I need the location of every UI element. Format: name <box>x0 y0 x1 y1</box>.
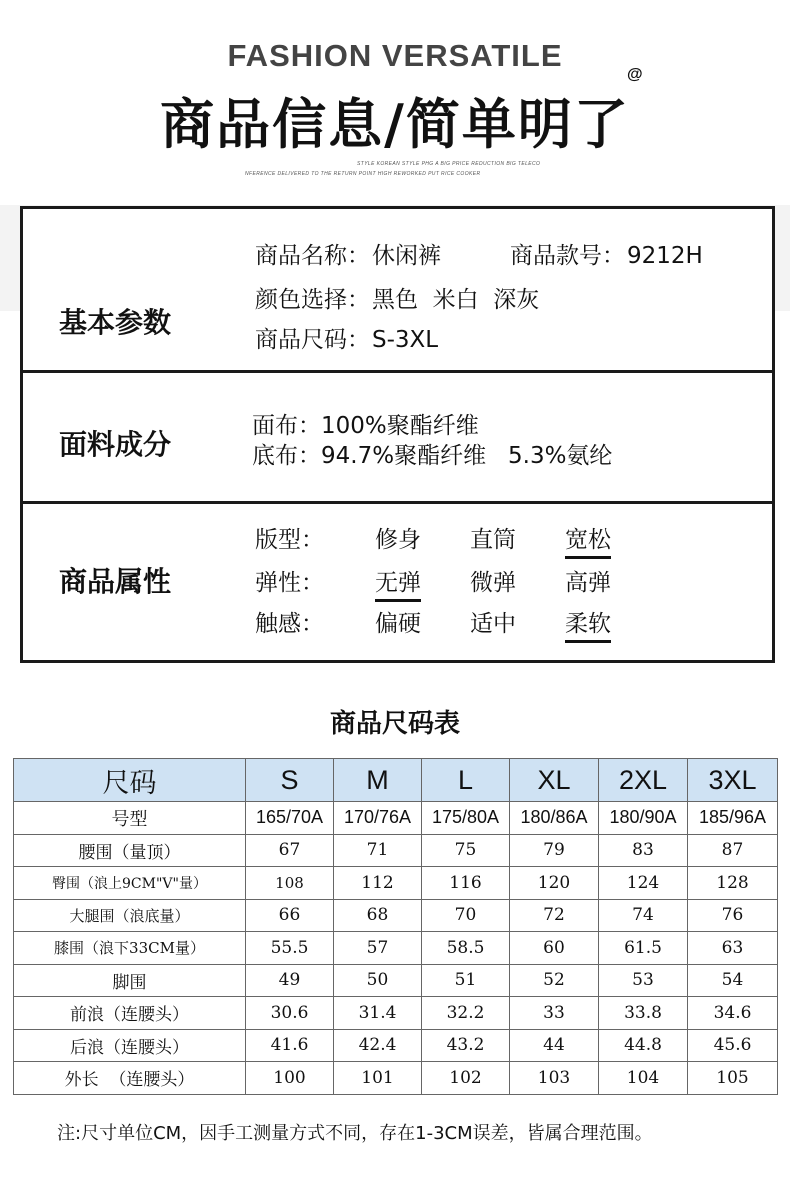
row-label: 后浪（连腰头） <box>14 1029 246 1062</box>
table-cell: 124 <box>599 867 688 900</box>
table-cell: 63 <box>688 932 778 965</box>
product-name-line <box>255 237 441 270</box>
table-cell: 49 <box>246 964 334 997</box>
table-cell: 74 <box>599 899 688 932</box>
size-header-l: L <box>422 759 510 802</box>
attr-fit-option-1: 修身 <box>375 527 421 553</box>
row-label: 前浪（连腰头） <box>14 997 246 1030</box>
size-corner-cell: 尺码 <box>14 759 246 802</box>
size-header-3xl: 3XL <box>688 759 778 802</box>
table-row <box>14 1029 778 1062</box>
table-cell: 112 <box>334 867 422 900</box>
table-row <box>14 964 778 997</box>
table-row <box>14 802 778 835</box>
table-cell: 67 <box>246 834 334 867</box>
color-label: 颜色选择： <box>255 287 370 313</box>
table-cell: 53 <box>599 964 688 997</box>
basic-params-title: 基本参数 <box>59 306 172 339</box>
size-header-row <box>14 759 778 802</box>
table-cell: 70 <box>422 899 510 932</box>
product-code-line <box>510 237 703 270</box>
attr-row-feel-label: 触感： <box>255 611 324 637</box>
basic-params-section <box>23 209 772 370</box>
product-params-box <box>20 206 775 663</box>
table-cell: 45.6 <box>688 1029 778 1062</box>
row-label: 膝围（浪下33CM量） <box>14 932 246 965</box>
header-cn-title: 商品信息/简单明了 <box>160 93 630 156</box>
table-cell: 44 <box>510 1029 599 1062</box>
table-cell: 175/80A <box>422 802 510 835</box>
size-table <box>13 758 778 1095</box>
size-header-s: S <box>246 759 334 802</box>
table-cell: 31.4 <box>334 997 422 1030</box>
table-row <box>14 997 778 1030</box>
table-cell: 50 <box>334 964 422 997</box>
table-cell: 104 <box>599 1062 688 1095</box>
table-cell: 101 <box>334 1062 422 1095</box>
table-cell: 34.6 <box>688 997 778 1030</box>
product-name-label: 商品名称： <box>255 243 370 269</box>
table-cell: 43.2 <box>422 1029 510 1062</box>
table-cell: 72 <box>510 899 599 932</box>
attr-stretch-option-2: 微弹 <box>470 570 516 596</box>
table-cell: 165/70A <box>246 802 334 835</box>
row-label: 脚围 <box>14 964 246 997</box>
table-cell: 71 <box>334 834 422 867</box>
table-cell: 170/76A <box>334 802 422 835</box>
table-cell: 185/96A <box>688 802 778 835</box>
table-cell: 66 <box>246 899 334 932</box>
table-cell: 61.5 <box>599 932 688 965</box>
table-cell: 180/86A <box>510 802 599 835</box>
table-cell: 52 <box>510 964 599 997</box>
attr-fit-option-3-selected: 宽松 <box>565 521 611 559</box>
attr-row-fit-label: 版型： <box>255 527 324 553</box>
fabric-section <box>23 373 772 501</box>
attr-feel-option-2: 适中 <box>470 611 516 637</box>
table-cell: 103 <box>510 1062 599 1095</box>
table-cell: 76 <box>688 899 778 932</box>
color-value: 黑色 米白 深灰 <box>372 287 540 313</box>
table-cell: 33 <box>510 997 599 1030</box>
decorative-tiny-text-1: STYLE KOREAN STYLE PHG A BIG PRICE REDUCTION BIG TELECO <box>357 161 541 167</box>
attr-feel-option-3-selected: 柔软 <box>565 605 611 643</box>
fabric-line-2: 底布：94.7%聚酯纤维 5.3%氨纶 <box>252 443 613 469</box>
table-cell: 87 <box>688 834 778 867</box>
table-row <box>14 899 778 932</box>
table-cell: 51 <box>422 964 510 997</box>
attr-stretch-option-3: 高弹 <box>565 570 611 596</box>
table-cell: 79 <box>510 834 599 867</box>
table-cell: 102 <box>422 1062 510 1095</box>
attr-feel-option-1: 偏硬 <box>375 611 421 637</box>
table-cell: 68 <box>334 899 422 932</box>
table-cell: 32.2 <box>422 997 510 1030</box>
table-cell: 54 <box>688 964 778 997</box>
attr-row-stretch-label: 弹性： <box>255 570 324 596</box>
row-label: 号型 <box>14 802 246 835</box>
product-code-value: 9212H <box>627 243 703 269</box>
table-cell: 105 <box>688 1062 778 1095</box>
table-cell: 58.5 <box>422 932 510 965</box>
size-table-title: 商品尺码表 <box>329 709 460 739</box>
row-label: 外长 （连腰头） <box>14 1062 246 1095</box>
size-header-2xl: 2XL <box>599 759 688 802</box>
attributes-section <box>23 504 772 660</box>
fabric-line-1: 面布：100%聚酯纤维 <box>252 413 479 439</box>
table-row <box>14 1062 778 1095</box>
table-cell: 100 <box>246 1062 334 1095</box>
row-label: 臀围（浪上9CM"V"量） <box>14 867 246 900</box>
decorative-tiny-text-2: NFERENCE DELIVERED TO THE RETURN POINT HIGH REWORKED PUT RICE COOKER <box>245 171 481 177</box>
table-row <box>14 932 778 965</box>
size-header-m: M <box>334 759 422 802</box>
table-cell: 44.8 <box>599 1029 688 1062</box>
table-cell: 83 <box>599 834 688 867</box>
attr-stretch-option-1-selected: 无弹 <box>375 564 421 602</box>
size-header-xl: XL <box>510 759 599 802</box>
attr-fit-option-2: 直筒 <box>470 527 516 553</box>
header-en-title: FASHION VERSATILE <box>227 38 563 73</box>
attributes-title: 商品属性 <box>59 565 172 598</box>
at-mark: @ <box>627 66 643 83</box>
measurement-note: 注:尺寸单位CM，因手工测量方式不同，存在1-3CM误差，皆属合理范围。 <box>57 1123 653 1144</box>
color-line <box>255 281 539 314</box>
table-cell: 60 <box>510 932 599 965</box>
size-range-line <box>255 321 438 354</box>
table-cell: 41.6 <box>246 1029 334 1062</box>
table-cell: 116 <box>422 867 510 900</box>
row-label: 大腿围（浪底量） <box>14 899 246 932</box>
product-name-value: 休闲裤 <box>372 243 441 269</box>
table-cell: 128 <box>688 867 778 900</box>
table-cell: 180/90A <box>599 802 688 835</box>
table-cell: 75 <box>422 834 510 867</box>
table-row <box>14 867 778 900</box>
table-cell: 42.4 <box>334 1029 422 1062</box>
size-range-label: 商品尺码： <box>255 327 370 353</box>
table-cell: 108 <box>246 867 334 900</box>
table-cell: 55.5 <box>246 932 334 965</box>
table-row <box>14 834 778 867</box>
table-cell: 30.6 <box>246 997 334 1030</box>
fabric-title: 面料成分 <box>59 428 172 461</box>
product-code-label: 商品款号： <box>510 243 625 269</box>
size-range-value: S-3XL <box>372 327 439 353</box>
table-cell: 120 <box>510 867 599 900</box>
table-cell: 57 <box>334 932 422 965</box>
row-label: 腰围（量顶） <box>14 834 246 867</box>
table-cell: 33.8 <box>599 997 688 1030</box>
